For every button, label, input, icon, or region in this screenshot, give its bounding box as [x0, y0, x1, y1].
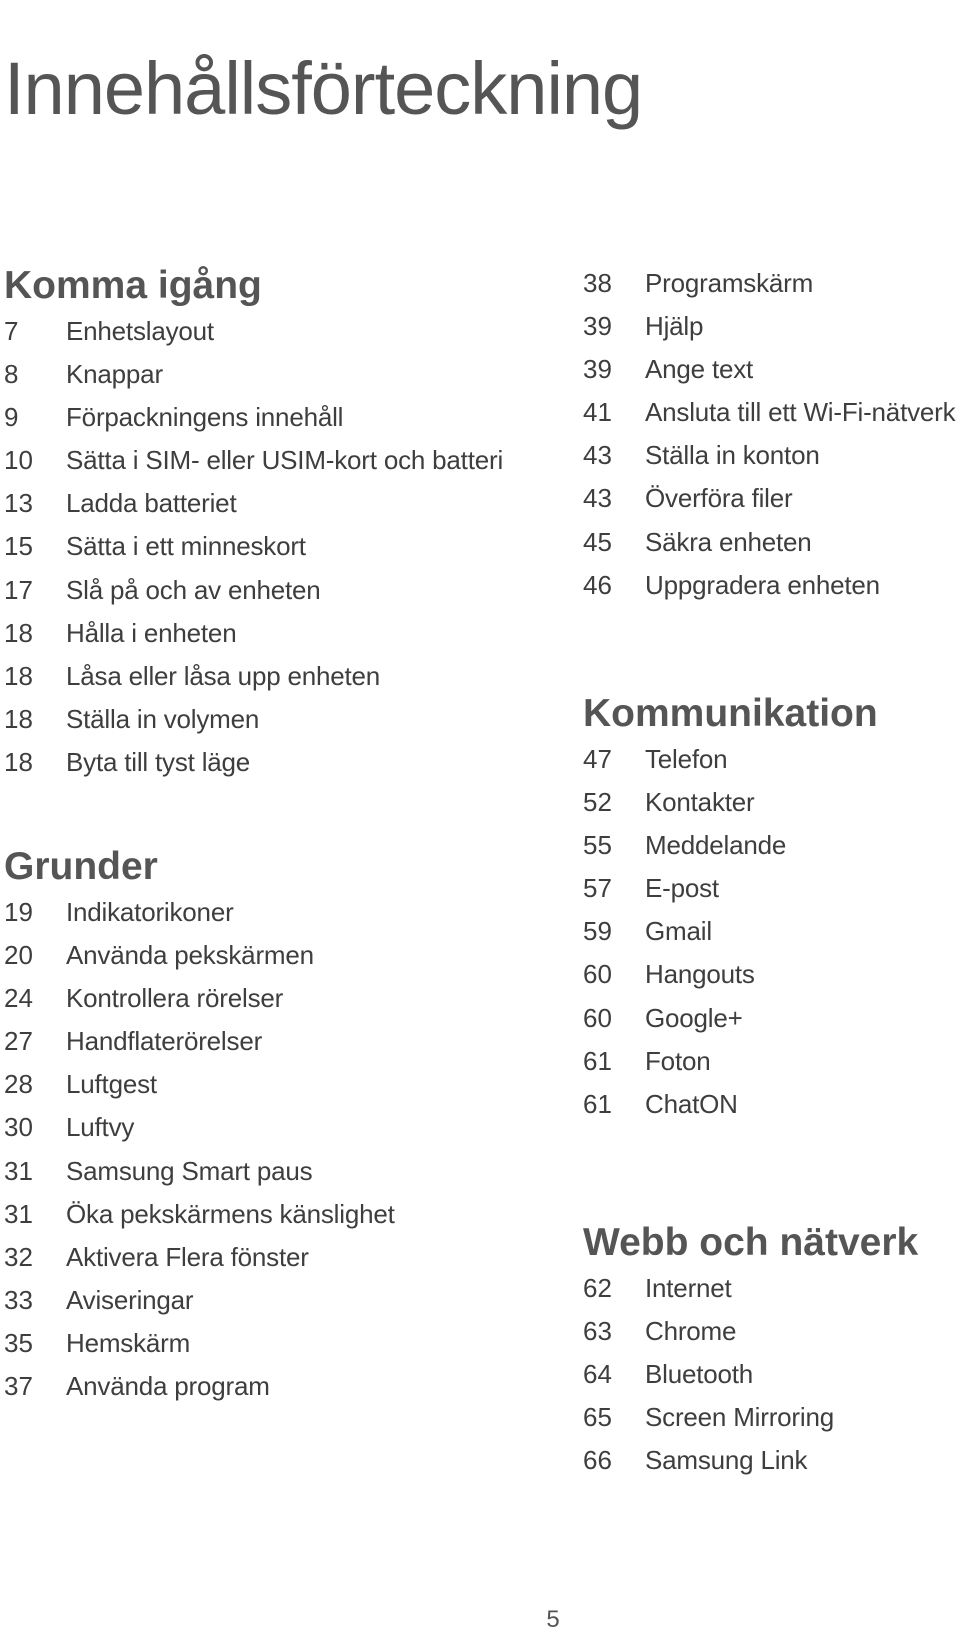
toc-entry[interactable] — [4, 1023, 544, 1066]
toc-entry-label: ChatON — [645, 1088, 738, 1119]
toc-entry[interactable] — [583, 827, 958, 870]
toc-entry-label: Internet — [645, 1273, 732, 1303]
page-number: 5 — [546, 1606, 560, 1633]
toc-entry-label: Ställa in konton — [645, 440, 820, 471]
toc-page-number: 9 — [4, 402, 19, 433]
toc-page-number: 39 — [583, 354, 612, 385]
toc-entry[interactable] — [4, 399, 544, 442]
toc-page-number: 35 — [4, 1327, 33, 1358]
toc-entry[interactable] — [583, 870, 958, 913]
toc-entry[interactable] — [583, 524, 958, 567]
toc-entry[interactable] — [583, 437, 958, 480]
toc-page-number: 18 — [4, 617, 33, 648]
toc-entry-label: Chrome — [645, 1316, 737, 1347]
toc-entry-label: Telefon — [645, 744, 728, 774]
toc-entry-label: Överföra filer — [645, 483, 793, 514]
toc-entry-label: Luftvy — [66, 1112, 135, 1143]
toc-entry-label: Byta till tyst läge — [66, 746, 251, 777]
toc-entry[interactable] — [583, 1270, 958, 1313]
toc-page-number: 18 — [4, 703, 33, 734]
toc-page-number: 7 — [4, 316, 19, 346]
toc-entry[interactable] — [4, 485, 544, 528]
toc-entry[interactable] — [583, 1442, 958, 1485]
section-heading: Komma igång — [4, 264, 262, 307]
toc-entry-label: Enhetslayout — [66, 316, 214, 346]
toc-entry-label: Hjälp — [645, 311, 704, 342]
toc-entry-label: Slå på och av enheten — [66, 574, 321, 605]
toc-page-number: 8 — [4, 359, 19, 390]
toc-entry-label: Foton — [645, 1045, 711, 1076]
toc-list — [4, 894, 544, 1411]
toc-page-number: 60 — [583, 959, 612, 990]
toc-page-number: 20 — [4, 940, 33, 971]
toc-page-number: 24 — [4, 983, 33, 1014]
toc-entry-label: Google+ — [645, 1002, 743, 1033]
toc-entry-label: Sätta i ett minneskort — [66, 531, 306, 562]
toc-entry[interactable] — [4, 1239, 544, 1282]
toc-entry[interactable] — [4, 313, 544, 356]
toc-page-number: 37 — [4, 1371, 33, 1402]
toc-page-number: 61 — [583, 1045, 612, 1076]
toc-entry-label: Indikatorikoner — [66, 897, 234, 927]
toc-page-number: 38 — [583, 268, 612, 298]
toc-entry-label: Aktivera Flera fönster — [66, 1241, 309, 1272]
toc-list — [583, 1270, 958, 1485]
toc-page-number: 62 — [583, 1273, 612, 1303]
toc-entry-label: Låsa eller låsa upp enheten — [66, 660, 381, 691]
toc-entry[interactable] — [4, 894, 544, 937]
toc-page-number: 19 — [4, 897, 33, 927]
toc-entry[interactable] — [583, 265, 958, 308]
toc-entry[interactable] — [583, 480, 958, 523]
section-webb-och-natverk — [583, 1220, 958, 1485]
section-kommunikation — [583, 691, 958, 1129]
toc-entry[interactable] — [4, 701, 544, 744]
toc-entry-label: Uppgradera enheten — [645, 569, 880, 600]
toc-entry-label: Ladda batteriet — [66, 488, 237, 519]
toc-page-number: 60 — [583, 1002, 612, 1033]
toc-entry-label: Sätta i SIM- eller USIM-kort och batteri — [66, 445, 504, 476]
toc-entry[interactable] — [4, 356, 544, 399]
toc-list — [4, 313, 544, 787]
toc-entry[interactable] — [583, 741, 958, 784]
toc-entry[interactable] — [583, 394, 958, 437]
toc-entry[interactable] — [583, 308, 958, 351]
toc-entry-label: Kontrollera rörelser — [66, 983, 284, 1014]
toc-entry-label: Meddelande — [645, 830, 787, 861]
toc-page-number: 31 — [4, 1155, 33, 1186]
toc-page-number: 13 — [4, 488, 33, 519]
toc-page-number: 63 — [583, 1316, 612, 1347]
toc-entry[interactable] — [4, 937, 544, 980]
toc-entry[interactable] — [4, 572, 544, 615]
toc-entry-label: Ange text — [645, 354, 754, 385]
toc-entry[interactable] — [583, 784, 958, 827]
toc-entry[interactable] — [583, 567, 958, 610]
toc-entry-label: Programskärm — [645, 268, 814, 298]
section-heading: Kommunikation — [583, 692, 878, 735]
toc-entry-label: Samsung Link — [645, 1445, 808, 1476]
toc-page-number: 41 — [583, 397, 612, 428]
toc-page-number: 39 — [583, 311, 612, 342]
toc-entry-label: Gmail — [645, 916, 712, 947]
toc-entry[interactable] — [4, 1109, 544, 1152]
toc-entry[interactable] — [583, 1043, 958, 1086]
toc-entry[interactable] — [4, 1368, 544, 1411]
toc-entry-label: Hemskärm — [66, 1327, 191, 1358]
toc-entry-label: Handflaterörelser — [66, 1026, 263, 1057]
toc-entry-label: Bluetooth — [645, 1359, 754, 1390]
section-continued — [583, 265, 958, 610]
toc-page-number: 66 — [583, 1445, 612, 1476]
toc-entry[interactable] — [4, 1196, 544, 1239]
toc-page-number: 47 — [583, 744, 612, 774]
toc-entry-label: Screen Mirroring — [645, 1402, 834, 1433]
toc-page-number: 64 — [583, 1359, 612, 1390]
toc-entry[interactable] — [583, 956, 958, 999]
toc-entry-label: Öka pekskärmens känslighet — [66, 1198, 395, 1229]
toc-entry[interactable] — [583, 1086, 958, 1129]
toc-entry[interactable] — [4, 1325, 544, 1368]
toc-entry[interactable] — [583, 1356, 958, 1399]
toc-page-number: 18 — [4, 746, 33, 777]
toc-entry-label: Hålla i enheten — [66, 617, 237, 648]
toc-page-number: 27 — [4, 1026, 33, 1057]
toc-entry-label: Knappar — [66, 359, 163, 390]
toc-entry[interactable] — [4, 528, 544, 571]
toc-list — [583, 265, 958, 610]
toc-page-number: 15 — [4, 531, 33, 562]
toc-page-number: 57 — [583, 873, 612, 904]
toc-page-number: 30 — [4, 1112, 33, 1143]
toc-page-number: 10 — [4, 445, 33, 476]
toc-page-number: 59 — [583, 916, 612, 947]
toc-entry-label: Använda program — [66, 1371, 270, 1402]
toc-entry-label: Ansluta till ett Wi-Fi-nätverk — [645, 397, 956, 428]
toc-entry[interactable] — [4, 1153, 544, 1196]
toc-entry-label: Aviseringar — [66, 1284, 194, 1315]
toc-entry[interactable] — [583, 1000, 958, 1043]
section-komma-igang — [4, 263, 544, 787]
toc-entry-label: Använda pekskärmen — [66, 940, 314, 971]
toc-entry[interactable] — [583, 1313, 958, 1356]
toc-page-number: 46 — [583, 569, 612, 600]
toc-entry[interactable] — [4, 1282, 544, 1325]
toc-entry[interactable] — [4, 744, 544, 787]
toc-page-number: 65 — [583, 1402, 612, 1433]
toc-entry[interactable] — [4, 658, 544, 701]
section-heading: Webb och nätverk — [583, 1221, 919, 1264]
toc-entry[interactable] — [583, 913, 958, 956]
toc-page-number: 32 — [4, 1241, 33, 1272]
toc-page-number: 33 — [4, 1284, 33, 1315]
toc-entry[interactable] — [4, 1066, 544, 1109]
toc-page-number: 55 — [583, 830, 612, 861]
toc-entry-label: Kontakter — [645, 787, 755, 818]
toc-page-number: 43 — [583, 440, 612, 471]
toc-entry[interactable] — [583, 351, 958, 394]
toc-entry[interactable] — [4, 980, 544, 1023]
toc-page-number: 61 — [583, 1088, 612, 1119]
section-heading: Grunder — [4, 845, 158, 888]
toc-entry[interactable] — [583, 1399, 958, 1442]
toc-page-number: 45 — [583, 526, 612, 557]
toc-entry-label: Säkra enheten — [645, 526, 812, 557]
toc-entry-label: Samsung Smart paus — [66, 1155, 313, 1186]
toc-entry-label: Förpackningens innehåll — [66, 402, 344, 433]
toc-page-number: 52 — [583, 787, 612, 818]
toc-entry-label: Hangouts — [645, 959, 755, 990]
toc-entry[interactable] — [4, 442, 544, 485]
toc-page-number: 18 — [4, 660, 33, 691]
toc-list — [583, 741, 958, 1129]
section-grunder — [4, 844, 544, 1411]
toc-entry[interactable] — [4, 615, 544, 658]
page-title: Innehållsförteckning — [4, 46, 643, 130]
toc-page-number: 43 — [583, 483, 612, 514]
toc-entry-label: Luftgest — [66, 1069, 157, 1100]
toc-entry-label: E-post — [645, 873, 719, 904]
toc-page-number: 28 — [4, 1069, 33, 1100]
toc-page-number: 31 — [4, 1198, 33, 1229]
toc-entry-label: Ställa in volymen — [66, 703, 260, 734]
toc-page-number: 17 — [4, 574, 33, 605]
